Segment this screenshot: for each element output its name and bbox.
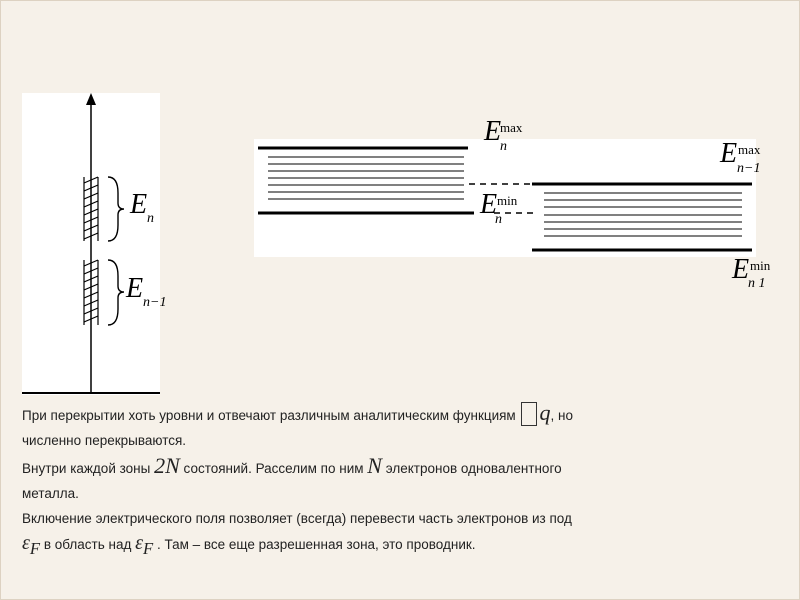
label-E-n-minus-1-min-main: E [732,254,750,285]
band-n-levels [258,148,474,213]
label-E-n-max-sub: n [500,139,507,154]
missing-glyph-box-icon [521,402,537,426]
lower-band-brace [108,260,124,325]
label-E-n-max-sup: max [500,120,523,135]
paragraph-states [22,453,782,506]
p2-text-c: электронов одновалентного [385,461,562,476]
p2-N-symbol: N [367,453,382,478]
label-E-n-min-sup: min [497,193,518,208]
label-E-n-minus-1-max-sup: max [738,142,761,157]
p1-text-b: , но [550,408,573,423]
p3-epsilon-2: ε [135,532,143,554]
label-E-n-minus-1-max-main: E [720,138,738,169]
p3-epsilon-f-1 [22,532,41,558]
label-E-n-min-main: E [480,189,498,220]
p2-text-b: состояний. Расселим по ним [183,461,364,476]
p3-epsilon-2-sub: F [143,539,154,558]
lower-band-label-main: E [126,273,144,304]
lower-band-label [126,273,167,310]
label-E-n-minus-1-min [732,254,771,291]
energy-axis-diagram [22,93,167,395]
p3-epsilon-1-sub: F [29,539,41,558]
upper-band-label [130,189,154,226]
lower-band-label-sub: n−1 [143,295,167,310]
p3-epsilon-f-2 [135,532,154,558]
label-E-n-min [480,189,518,227]
p1-text-c: численно перекрываются. [22,433,187,448]
band-n-minus-1-levels [532,184,752,250]
upper-band-brace [108,177,124,241]
p2-text-a: Внутри каждой зоны [22,461,151,476]
p3-epsilon-1: ε [22,532,30,554]
upper-band-label-sub: n [147,211,154,226]
upper-band-label-main: E [130,189,148,220]
paragraph-field [22,506,782,561]
p1-text-a: При перекрытии хоть уровни и отвечают различным аналитическим функциям [22,408,516,423]
label-E-n-minus-1-max-sub: n−1 [737,161,761,176]
energy-axis-svg [22,93,160,395]
axis-arrow-icon [86,93,96,105]
label-E-n-minus-1-max [720,138,761,176]
label-E-n-min-sub: n [495,212,502,227]
label-E-n-max-main: E [484,116,502,147]
p2-text-d: металла. [22,486,79,501]
label-E-n-minus-1-min-sub: n 1 [748,276,766,291]
p3-text-c: . Там – все еще разрешенная зона, это проводник. [156,537,476,552]
p2-2N-symbol: 2N [154,453,180,478]
paragraph-overlap [22,400,782,453]
slide-text [22,400,782,561]
label-E-n-max [484,116,523,154]
p3-text-a: Включение электрического поля позволяет (всегда) перевести часть электронов из под [22,511,572,526]
p3-text-b: в область над [43,537,132,552]
p1-psi-symbol: q [539,400,551,425]
label-E-n-minus-1-min-sup: min [750,258,771,273]
